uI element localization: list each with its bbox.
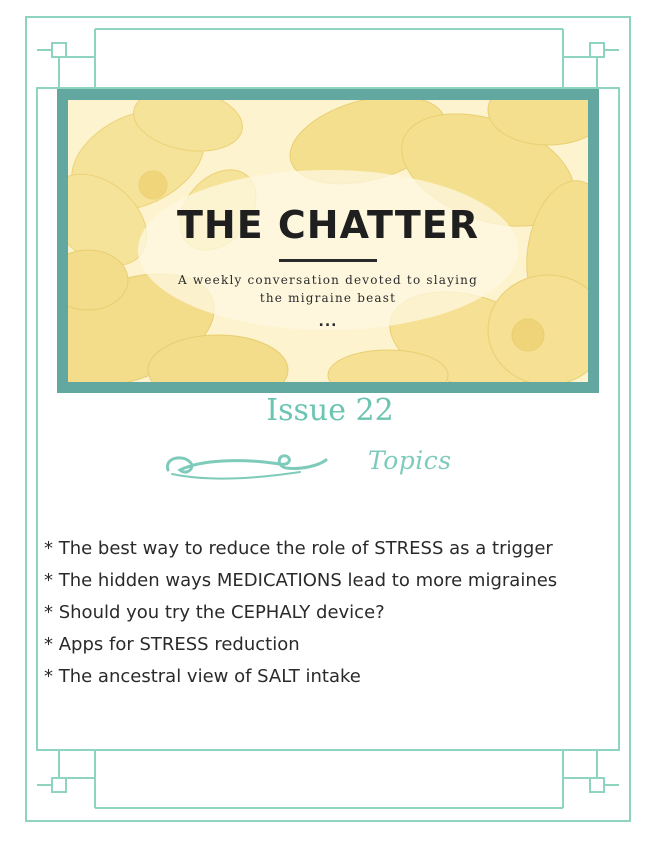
topic-item: * The ancestral view of SALT intake (44, 666, 361, 687)
hero-banner (57, 89, 599, 393)
topics-label: Topics (368, 446, 452, 475)
hero-ellipsis: ... (318, 314, 338, 330)
swash-flourish-icon (160, 448, 330, 492)
topic-item: * The best way to reduce the role of STRESS as a trigger (44, 538, 553, 559)
topic-item: * Apps for STRESS reduction (44, 634, 300, 655)
title-underline (279, 259, 377, 262)
issue-number: Issue 22 (266, 393, 394, 428)
topic-item: * Should you try the CEPHALY device? (44, 602, 385, 623)
topics-list (44, 533, 557, 693)
newsletter-subtitle: A weekly conversation devoted to slaying the migraine beast (178, 273, 478, 305)
topic-item: * The hidden ways MEDICATIONS lead to more migraines (44, 570, 558, 591)
newsletter-title: THE CHATTER (177, 203, 479, 247)
